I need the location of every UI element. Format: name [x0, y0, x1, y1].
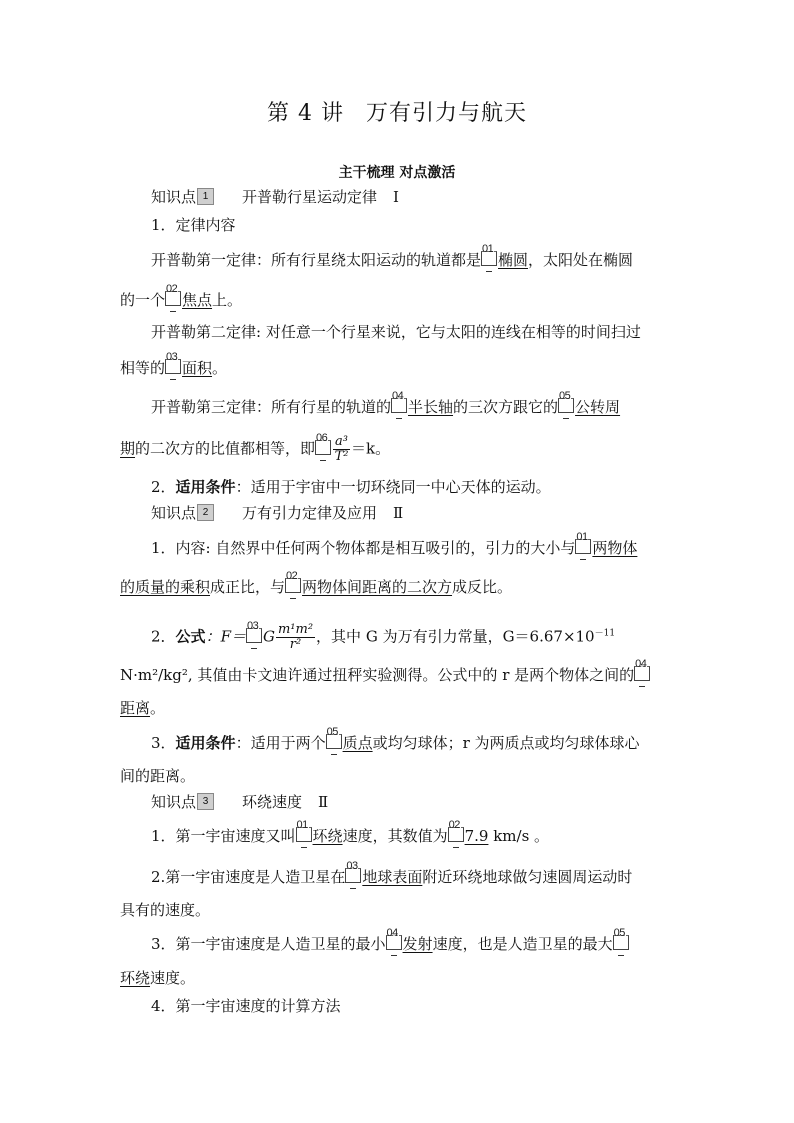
- answer-text: 两物体间距离的二次方: [302, 578, 453, 596]
- gravitation-content-line-2: [120, 570, 680, 597]
- formula-fraction: [276, 623, 315, 652]
- answer-text: 地球表面: [362, 868, 423, 886]
- answer-text: 面积: [182, 359, 213, 377]
- text: 开普勒第一定律：所有行星绕太阳运动的轨道都是: [151, 251, 482, 269]
- text: 速度。: [150, 969, 196, 987]
- kp-label: 知识点: [151, 504, 197, 522]
- text: G: [262, 627, 275, 646]
- answer-blank-box: [613, 927, 629, 950]
- blank-number: 03: [346, 860, 358, 872]
- fraction-numerator: m¹m²: [277, 622, 314, 637]
- gravitation-formula-line-3: [120, 698, 680, 718]
- blank-number: 03: [166, 351, 178, 363]
- answer-text: 距离: [120, 699, 151, 717]
- gravitation-content-line-1: [151, 531, 711, 558]
- text: 2．: [151, 478, 176, 496]
- answer-blank-box: [296, 819, 312, 842]
- lecture-number: 第 4 讲: [267, 101, 344, 126]
- text: 开普勒第三定律：所有行星的轨道的: [151, 398, 392, 416]
- blank-number: 04: [635, 658, 647, 670]
- answer-text: 公转周: [575, 398, 621, 416]
- answer-blank-box: [634, 658, 650, 681]
- kp-number-badge: 1: [197, 188, 214, 205]
- text: 的二次方的比值都相等，即: [135, 439, 316, 458]
- fraction-numerator: a³: [335, 434, 348, 449]
- answer-text: 焦点: [182, 291, 213, 309]
- answer-text: 7.9: [464, 827, 489, 845]
- kepler-law-1-line-2: [120, 283, 680, 310]
- text: 的一个: [120, 291, 166, 309]
- answer-text: 的质量的乘积: [120, 578, 211, 596]
- text: ：F＝: [205, 627, 246, 646]
- answer-text: 环绕: [312, 827, 343, 845]
- text: 2．: [151, 627, 176, 646]
- answer-blank-box: [165, 351, 181, 374]
- text: ：适用于宇宙中一切环绕同一中心天体的运动。: [235, 478, 551, 496]
- text: N·m²/kg², 其值由卡文迪许通过扭秤实验测得。公式中的 r 是两个物体之间的: [120, 666, 635, 684]
- kepler-law-1-line-1: [151, 243, 711, 270]
- text: 。: [150, 699, 166, 717]
- text: 3．第一宇宙速度是人造卫星的最小: [151, 935, 386, 953]
- text: ，太阳处在椭圆: [528, 251, 634, 269]
- blank-number: 01: [296, 819, 308, 831]
- kp3-header: [151, 792, 711, 812]
- blank-number: 02: [448, 819, 460, 831]
- kp-number-badge: 3: [197, 793, 214, 810]
- blank-number: 04: [392, 390, 404, 402]
- text: 2.第一宇宙速度是人造卫星在: [151, 868, 346, 886]
- blank-number: 02: [166, 283, 178, 295]
- text: 或均匀球体；r 为两质点或均匀球体球心: [372, 734, 640, 752]
- answer-text: 椭圆: [498, 251, 529, 269]
- text: 1．第一宇宙速度又叫: [151, 827, 296, 845]
- text: 成正比，与: [210, 578, 286, 596]
- kp-level: Ⅰ: [393, 188, 399, 206]
- kp-number-badge: 2: [197, 504, 214, 521]
- answer-text: 半长轴: [408, 398, 454, 416]
- gravitation-applicability-line-1: [151, 726, 711, 753]
- answer-blank-box: [391, 390, 407, 413]
- text: 成反比。: [452, 578, 513, 596]
- bold-label: 适用条件: [175, 478, 236, 496]
- answer-blank-box: [448, 819, 464, 842]
- blank-number: 06: [316, 431, 328, 444]
- blank-number: 03: [246, 619, 259, 632]
- fraction-denominator: r²: [289, 637, 302, 652]
- blank-number: 01: [576, 531, 588, 543]
- kp2-header: [151, 503, 711, 523]
- answer-text: 发射: [402, 935, 433, 953]
- answer-blank-box: [326, 726, 342, 749]
- kp-level: Ⅱ: [393, 504, 404, 522]
- kp-label: 知识点: [151, 188, 197, 206]
- kepler-law-3-line-1: [151, 390, 711, 417]
- text: ，其中 G 为万有引力常量，G＝6.67×10: [316, 627, 595, 646]
- answer-blank-box: [165, 283, 181, 306]
- orbital-velocity-item-2-line-2: 具有的速度。: [120, 901, 211, 919]
- answer-blank-box: [575, 531, 591, 554]
- text: 速度，其数值为: [342, 827, 448, 845]
- text: 相等的: [120, 359, 166, 377]
- answer-text: 两物体: [592, 539, 638, 557]
- answer-blank-box: [285, 570, 301, 593]
- text: 的三次方跟它的: [453, 398, 559, 416]
- text: 上。: [212, 291, 243, 309]
- blank-number: 05: [559, 390, 571, 402]
- orbital-velocity-item-1: [151, 819, 711, 846]
- kp1-applicability: [151, 477, 711, 497]
- text: 1．内容: 自然界中任何两个物体都是相互吸引的，引力的大小与: [151, 539, 576, 557]
- kepler-law-3-line-2: [120, 431, 680, 464]
- answer-blank-box: [345, 860, 361, 883]
- exponent: －11: [594, 628, 616, 639]
- orbital-velocity-item-4: 4．第一宇宙速度的计算方法: [151, 997, 341, 1015]
- blank-number: 01: [482, 243, 494, 255]
- kp-title: 开普勒行星运动定律: [242, 188, 378, 206]
- gravitation-applicability-line-2: 间的距离。: [120, 767, 196, 785]
- answer-blank-box: [481, 243, 497, 266]
- answer-blank-box: [386, 927, 402, 950]
- page-title: [0, 96, 794, 127]
- blank-number: 05: [326, 726, 338, 738]
- kepler-law-2-line-1: 开普勒第二定律: 对任意一个行星来说，它与太阳的连线在相等的时间扫过: [151, 323, 641, 341]
- kp-level: Ⅱ: [318, 793, 329, 811]
- answer-text: 期: [120, 439, 136, 458]
- section-heading: 主干梳理 对点激活: [338, 165, 456, 181]
- blank-number: 04: [386, 927, 398, 939]
- answer-text: 质点: [342, 734, 373, 752]
- text: ：适用于两个: [235, 734, 326, 752]
- answer-blank-box: [246, 619, 262, 643]
- text: 3．: [151, 734, 176, 752]
- orbital-velocity-item-3-line-1: [151, 927, 711, 954]
- gravitation-formula-line-1: [151, 619, 711, 652]
- bold-label: 公式: [175, 627, 206, 646]
- text: km/s 。: [488, 827, 550, 845]
- kp1-heading-1: 1．定律内容: [151, 216, 236, 234]
- formula-fraction: [333, 435, 350, 464]
- bold-label: 适用条件: [175, 734, 236, 752]
- answer-text: 环绕: [120, 969, 151, 987]
- text: ＝k。: [351, 439, 391, 458]
- kp-label: 知识点: [151, 793, 197, 811]
- fraction-denominator: T²: [334, 449, 349, 464]
- blank-number: 05: [613, 927, 625, 939]
- answer-blank-box: [315, 431, 331, 455]
- text: 附近环绕地球做匀速圆周运动时: [422, 868, 633, 886]
- lecture-topic: 万有引力与航天: [365, 101, 527, 126]
- blank-number: 02: [286, 570, 298, 582]
- kp-title: 万有引力定律及应用: [242, 504, 378, 522]
- orbital-velocity-item-2-line-1: [151, 860, 711, 887]
- answer-blank-box: [558, 390, 574, 413]
- orbital-velocity-item-3-line-2: [120, 968, 680, 988]
- kepler-law-2-line-2: [120, 351, 680, 378]
- kp1-header: [151, 187, 711, 207]
- text: 。: [212, 359, 228, 377]
- gravitation-formula-line-2: [120, 658, 680, 685]
- kp-title: 环绕速度: [242, 793, 303, 811]
- text: 速度，也是人造卫星的最大: [432, 935, 613, 953]
